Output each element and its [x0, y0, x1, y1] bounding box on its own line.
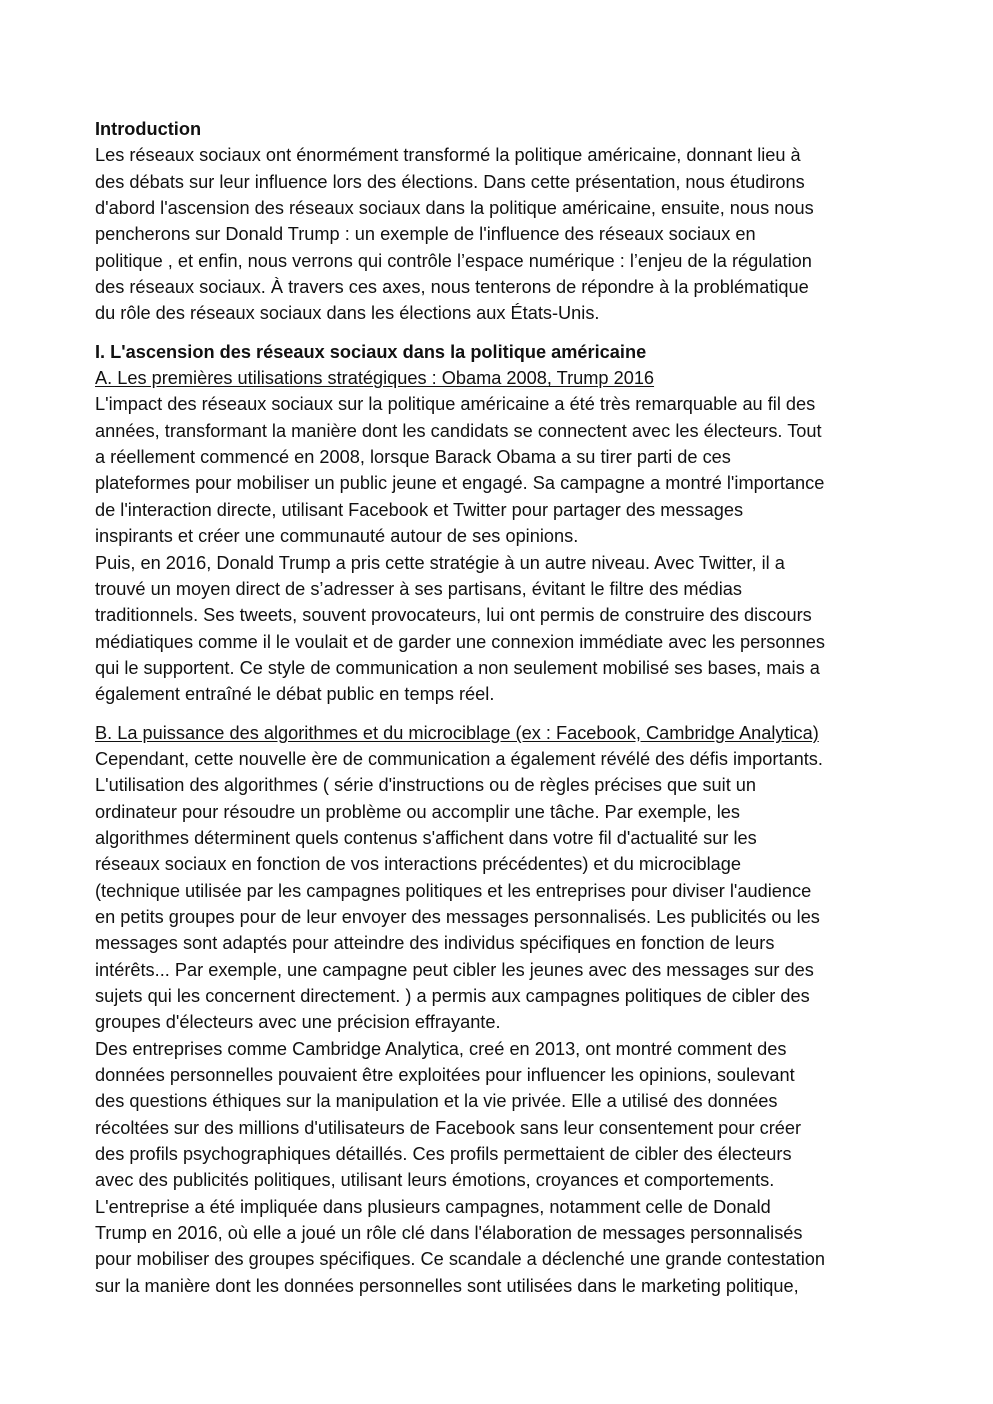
paragraph-line: plateformes pour mobiliser un public jeune et engagé. Sa campagne a montré l'importance [95, 473, 825, 494]
paragraph-line: Des entreprises comme Cambridge Analytica, creé en 2013, ont montré comment des [95, 1038, 787, 1059]
paragraph-line: d'abord l'ascension des réseaux sociaux dans la politique américaine, ensuite, nous nous [95, 198, 814, 219]
paragraph-line: en petits groupes pour de leur envoyer des messages personnalisés. Les publicités ou les [95, 906, 820, 927]
paragraph-line: messages sont adaptés pour atteindre des individus spécifiques en fonction de leurs [95, 933, 775, 954]
paragraph-line: années, transformant la manière dont les candidats se connectent avec les électeurs. Tout [95, 420, 822, 441]
paragraph-line: algorithmes déterminent quels contenus s'affichent dans votre fil d'actualité sur les [95, 827, 757, 848]
paragraph-line: des questions éthiques sur la manipulation et la vie privée. Elle a utilisé des données [95, 1091, 778, 1112]
subsection-a-heading: A. Les premières utilisations stratégiques : Obama 2008, Trump 2016 [95, 368, 655, 389]
paragraph-line: avec des publicités politiques, utilisant leurs émotions, croyances et comportements. [95, 1170, 775, 1191]
paragraph-line: des réseaux sociaux. À travers ces axes, nous tenterons de répondre à la problématique [95, 277, 809, 298]
paragraph-line: trouvé un moyen direct de s’adresser à ses partisans, évitant le filtre des médias [95, 578, 742, 599]
introduction-section [95, 116, 903, 327]
paragraph-line: inspirants et créer une communauté autour de ses opinions. [95, 526, 579, 547]
subsection-b [95, 720, 903, 1300]
paragraph-line: sur la manière dont les données personnelles sont utilisées dans le marketing politique, [95, 1275, 799, 1296]
paragraph-line: récoltées sur des millions d'utilisateurs de Facebook sans leur consentement pour créer [95, 1117, 802, 1138]
paragraph-line: médiatiques comme il le voulait et de garder une connexion immédiate avec les personnes [95, 631, 825, 652]
paragraph-line: des profils psychographiques détaillés. Ces profils permettaient de cibler des électeurs [95, 1144, 792, 1165]
introduction-heading: Introduction [95, 119, 202, 139]
paragraph-line: du rôle des réseaux sociaux dans les élections aux États-Unis. [95, 303, 600, 324]
paragraph-line: réseaux sociaux en fonction de vos interactions précédentes) et du microciblage [95, 854, 742, 875]
paragraph-line: ordinateur pour résoudre un problème ou accomplir une tâche. Par exemple, les [95, 801, 741, 822]
paragraph-line: Cependant, cette nouvelle ère de communication a également révélé des défis importants. [95, 748, 823, 769]
paragraph-line: Trump en 2016, où elle a joué un rôle clé dans l'élaboration de messages personnalisés [95, 1223, 803, 1244]
paragraph-line: pencherons sur Donald Trump : un exemple de l'influence des réseaux sociaux en [95, 224, 756, 245]
section-1 [95, 339, 903, 708]
paragraph-line: politique , et enfin, nous verrons qui contrôle l’espace numérique : l’enjeu de la régulation [95, 250, 812, 271]
paragraph-line: intérêts... Par exemple, une campagne peut cibler les jeunes avec des messages sur des [95, 959, 814, 980]
paragraph-line: Puis, en 2016, Donald Trump a pris cette stratégie à un autre niveau. Avec Twitter, il a [95, 552, 785, 573]
paragraph-line: a réellement commencé en 2008, lorsque Barack Obama a su tirer parti de ces [95, 447, 731, 468]
section-1-heading: I. L'ascension des réseaux sociaux dans la politique américaine [95, 341, 647, 362]
paragraph-line: qui le supportent. Ce style de communication a non seulement mobilisé ses bases, mais a [95, 657, 820, 678]
paragraph-line: L'utilisation des algorithmes ( série d'instructions ou de règles précises que suit un [95, 775, 757, 796]
document-page [95, 116, 903, 1299]
paragraph-line: L'entreprise a été impliquée dans plusieurs campagnes, notamment celle de Donald [95, 1196, 771, 1217]
paragraph-line: Les réseaux sociaux ont énormément transformé la politique américaine, donnant lieu à [95, 145, 801, 166]
paragraph-line: pour mobiliser des groupes spécifiques. Ce scandale a déclenché une grande contestation [95, 1249, 825, 1270]
paragraph-line: des débats sur leur influence lors des élections. Dans cette présentation, nous étudirons [95, 171, 805, 192]
paragraph-line: groupes d'électeurs avec une précision effrayante. [95, 1012, 501, 1033]
paragraph-line: sujets qui les concernent directement. ) a permis aux campagnes politiques de cibler des [95, 986, 810, 1006]
paragraph-line: également entraîné le débat public en temps réel. [95, 684, 495, 705]
paragraph-line: traditionnels. Ses tweets, souvent provocateurs, lui ont permis de construire des discours [95, 605, 812, 626]
paragraph-line: (technique utilisée par les campagnes politiques et les entreprises pour diviser l'audience [95, 880, 812, 901]
paragraph-line: L'impact des réseaux sociaux sur la politique américaine a été très remarquable au fil des [95, 394, 816, 415]
subsection-b-heading: B. La puissance des algorithmes et du microciblage (ex : Facebook, Cambridge Analytica) [95, 722, 819, 743]
paragraph-line: de l'interaction directe, utilisant Facebook et Twitter pour partager des messages [95, 499, 744, 520]
paragraph-line: données personnelles pouvaient être exploitées pour influencer les opinions, soulevant [95, 1065, 795, 1086]
